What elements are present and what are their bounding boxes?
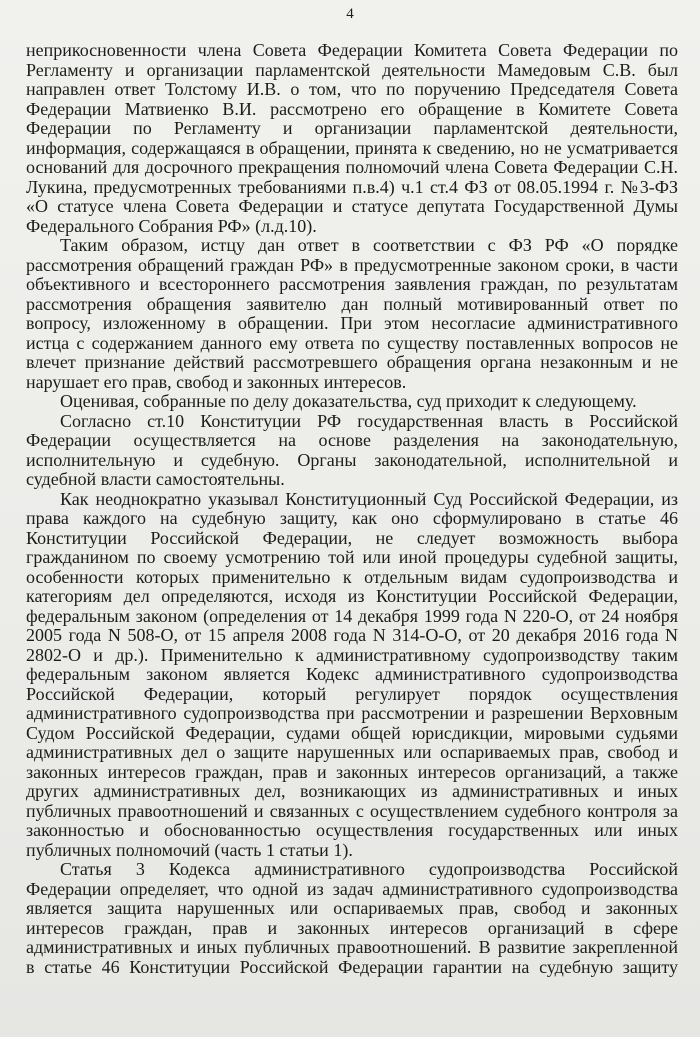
- paragraph-p5: [26, 490, 678, 861]
- text-line: Федерации осуществляется на основе разделения на законодательную,: [26, 431, 678, 450]
- text-line: рассмотрения обращения заявителю дан полный мотивированный ответ по: [26, 294, 678, 314]
- text-line: Таким образом, истцу дан ответ в соответствии с ФЗ РФ «О порядке: [60, 236, 678, 255]
- text-line: 2802-О и др.). Применительно к административному судопроизводству таким: [26, 645, 678, 665]
- text-line: Федерального Собрания РФ» (л.д.10).: [26, 216, 317, 236]
- paragraph-p1: [26, 41, 678, 236]
- text-line: 2005 года N 508-О, от 15 апреля 2008 года N 314-О-О, от 20 декабря 2016 года N: [26, 626, 678, 645]
- text-line: рассмотрения обращений граждан РФ» в предусмотренные законом сроки, в части: [26, 255, 678, 275]
- text-line: публичных правоотношений и связанных с осуществлением судебного контроля за: [26, 801, 678, 821]
- text-line: права каждого на судебную защиту, как оно сформулировано в статье 46: [26, 509, 678, 528]
- paragraph-p3: [26, 392, 678, 412]
- text-line: особенности которых применительно к отдельным видам судопроизводства и: [26, 567, 678, 587]
- text-line: направлен ответ Толстому И.В. о том, что по поручению Председателя Совета: [26, 80, 678, 99]
- text-line: Согласно ст.10 Конституции РФ государственная власть в Российской: [60, 411, 678, 431]
- text-line: Конституции Российской Федерации, не следует возможность выбора: [26, 528, 678, 548]
- text-line: оснований для досрочного прекращения полномочий члена Совета Федерации С.Н.: [26, 158, 678, 177]
- text-line: вопросу, изложенному в обращении. При этом несогласие административного: [26, 314, 678, 333]
- page-number: 4: [346, 6, 354, 22]
- text-line: публичных полномочий (часть 1 статьи 1).: [26, 840, 353, 860]
- text-line: интересов граждан, прав и законных интересов организаций в сфере: [26, 918, 678, 938]
- text-line: законностью и обоснованностью осуществления государственных или иных: [26, 821, 678, 840]
- text-line: является защита нарушенных или оспариваемых прав, свобод и законных: [26, 899, 678, 918]
- text-line: Оценивая, собранные по делу доказательства, суд приходит к следующему.: [60, 392, 637, 411]
- text-line: Федерации по Регламенту и организации парламентской деятельности,: [26, 119, 678, 138]
- text-line: Как неоднократно указывал Конституционный Суд Российской Федерации, из: [60, 489, 678, 509]
- text-line: нарушает его прав, свобод и законных интересов.: [26, 372, 407, 392]
- text-line: истца с содержанием данного ему ответа по существу поставленных вопросов не: [26, 333, 678, 353]
- text-line: в статье 46 Конституции Российской Федерации гарантии на судебную защиту: [26, 957, 678, 977]
- text-line: Регламенту и организации парламентской деятельности Мамедовым С.В. был: [26, 60, 678, 80]
- text-line: неприкосновенности члена Совета Федерации Комитета Совета Федерации по: [26, 41, 678, 60]
- text-line: Российской Федерации, который регулирует порядок осуществления: [26, 684, 678, 704]
- text-line: административного судопроизводства при рассмотрении и разрешении Верховным: [26, 704, 678, 723]
- text-line: информация, содержащаяся в обращении, принята к сведению, но не усматривается: [26, 138, 678, 158]
- text-line: Федерации определяет, что одной из задач административного судопроизводства: [26, 879, 678, 899]
- text-line: категориям дел определяются, исходя из Конституции Российской Федерации,: [26, 587, 678, 606]
- text-line: гражданином по своему усмотрению той или иной процедуры судебной защиты,: [26, 548, 678, 567]
- paragraph-p2: [26, 236, 678, 392]
- text-line: административных и иных публичных правоотношений. В развитие закрепленной: [26, 938, 678, 957]
- text-line: административных дел о защите нарушенных или оспариваемых прав, свобод и: [26, 743, 678, 762]
- paragraph-p4: [26, 412, 678, 490]
- text-line: судебной власти самостоятельны.: [26, 470, 285, 489]
- document-body: [26, 41, 678, 977]
- text-line: исполнительную и судебную. Органы законодательной, исполнительной и: [26, 450, 678, 470]
- text-line: влечет признание действий рассмотревшего обращения органа незаконным и не: [26, 353, 678, 372]
- text-line: законных интересов граждан, прав и законных интересов организаций, а также: [26, 762, 678, 782]
- text-line: других административных дел, возникающих из административных и иных: [26, 782, 678, 801]
- text-line: «О статусе члена Совета Федерации и статусе депутата Государственной Думы: [26, 197, 678, 216]
- text-line: объективного и всестороннего рассмотрения заявления граждан, по результатам: [26, 275, 678, 294]
- paragraph-p6: [26, 860, 678, 977]
- text-line: Федерации Матвиенко В.И. рассмотрено его обращение в Комитете Совета: [26, 99, 678, 119]
- text-line: Статья 3 Кодекса административного судопроизводства Российской: [60, 860, 678, 879]
- text-line: федеральным законом является Кодекс административного судопроизводства: [26, 665, 678, 684]
- text-line: федеральным законом (определения от 14 декабря 1999 года N 220-О, от 24 ноября: [26, 606, 678, 626]
- text-line: Судом Российской Федерации, судами общей юрисдикции, мировыми судьями: [26, 723, 678, 743]
- text-line: Лукина, предусмотренных требованиями п.в.4) ч.1 ст.4 ФЗ от 08.05.1994 г. №3-ФЗ: [26, 177, 678, 197]
